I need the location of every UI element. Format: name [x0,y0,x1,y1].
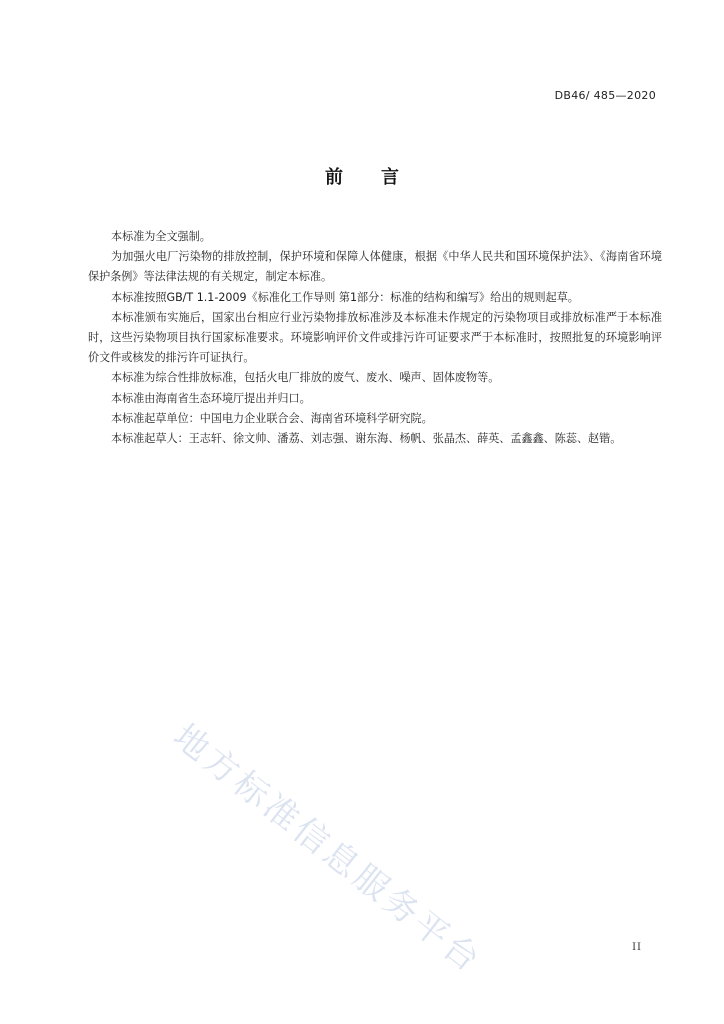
foreword-body [88,227,662,449]
paragraph-drafters: 本标准起草人：王志轩、徐文帅、潘荔、刘志强、谢东海、杨帆、张晶杰、薛英、孟鑫鑫、陈蕊、赵锴。 [111,432,622,446]
paragraph-drafting-units: 本标准起草单位：中国电力企业联合会、海南省环境科学研究院。 [111,411,433,425]
paragraph-scope: 本标准为综合性排放标准，包括火电厂排放的废气、废水、噪声、固体废物等。 [111,371,500,385]
paragraph-drafting-rules: 本标准按照GB/T 1.1-2009《标准化工作导则 第1部分：标准的结构和编写》给出的规则起草。 [111,290,579,304]
paragraph-mandatory: 本标准为全文强制。 [111,230,211,243]
document-code: DB46/ 485—2020 [554,89,656,102]
page-title [0,163,724,189]
page-number: II [632,942,642,953]
watermark: 地方标准信息服务平台 [165,716,490,982]
paragraph-proposer: 本标准由海南省生态环境厅提出并归口。 [111,391,311,405]
paragraph-implementation: 本标准颁布实施后，国家出台相应行业污染物排放标准涉及本标准未作规定的污染物项目或排放标准严于本标准时，这些污染物项目执行国家标准要求。环境影响评价文件或排污许可证要求严于本标准时，按照批复的环境影响评价文件或核发的排污许可证执行。 [88,310,662,365]
page-title-char-1: 前 [325,167,343,188]
paragraph-purpose: 为加强火电厂污染物的排放控制，保护环境和保障人体健康，根据《中华人民共和国环境保护法》、《海南省环境保护条例》等法律法规的有关规定，制定本标准。 [88,250,662,284]
page-title-char-2: 言 [381,167,399,188]
